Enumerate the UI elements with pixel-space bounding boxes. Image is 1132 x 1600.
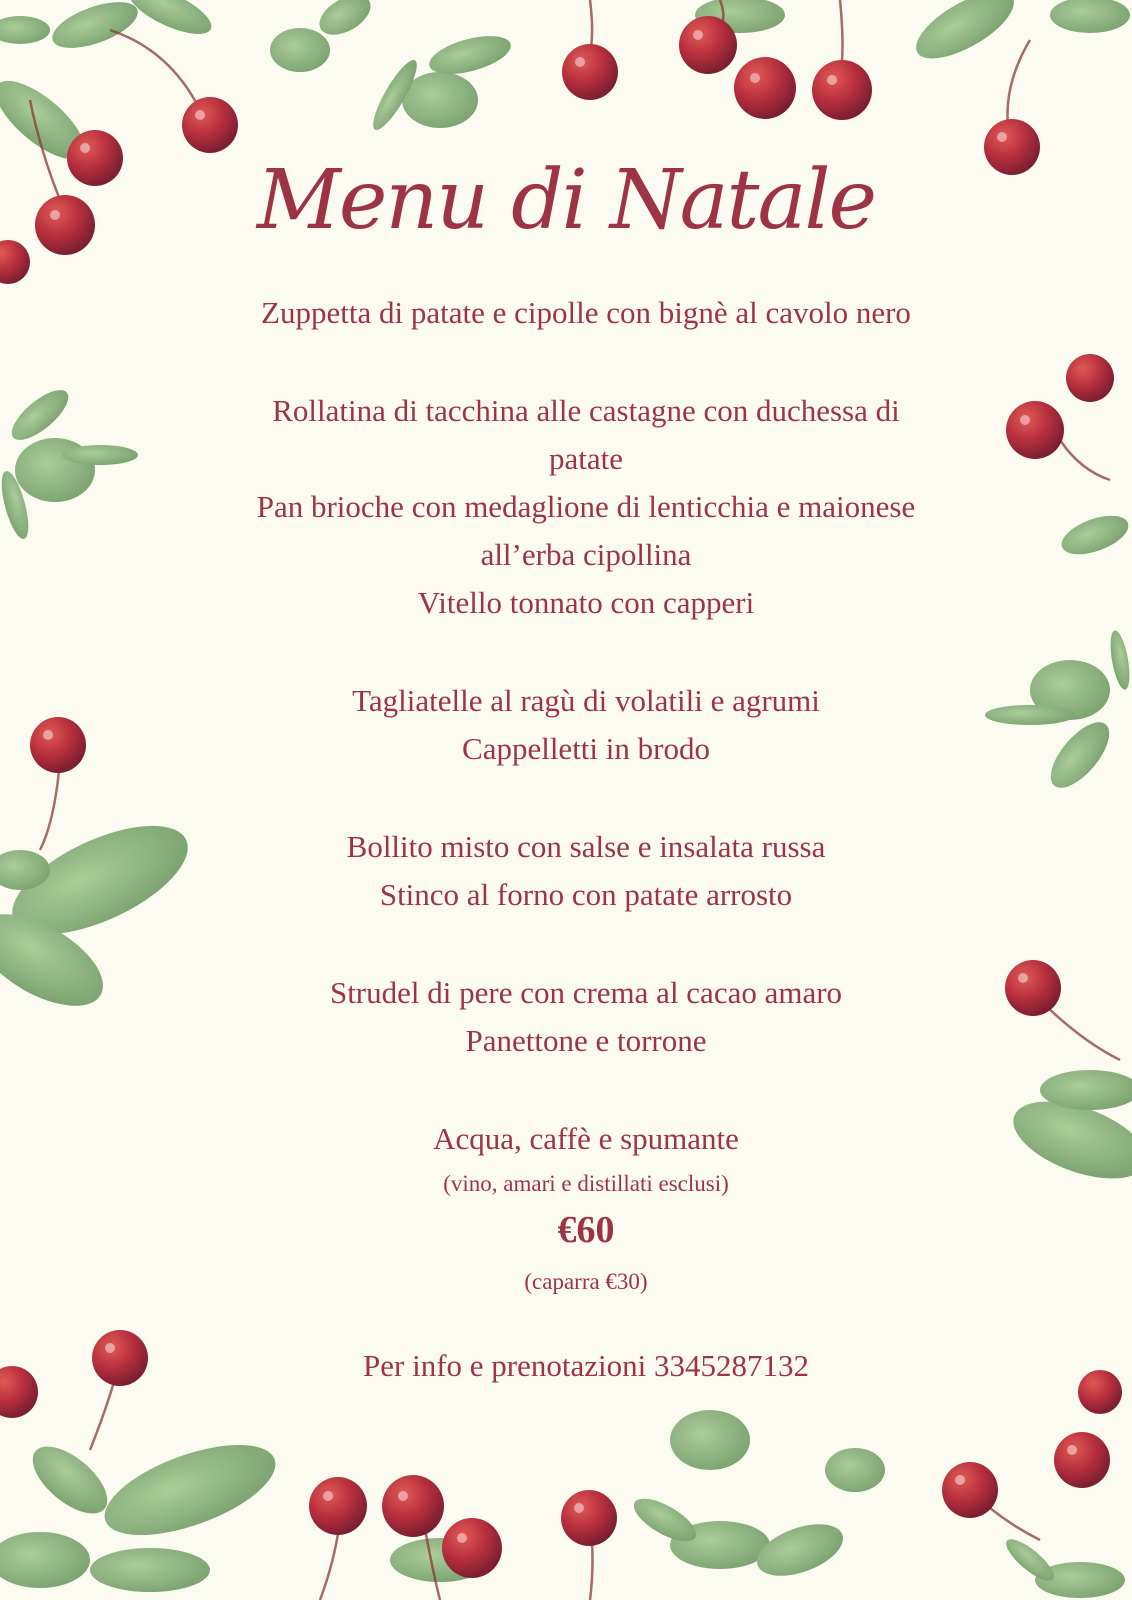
course-line: Zuppetta di patate e cipolle con bignè al cavolo nero bbox=[261, 295, 911, 330]
drinks-line: Acqua, caffè e spumante bbox=[433, 1121, 739, 1156]
course-line: patate bbox=[548, 441, 623, 476]
course-line: Bollito misto con salse e insalata russa bbox=[346, 829, 826, 864]
drinks-note: (vino, amari e distillati esclusi) bbox=[443, 1171, 729, 1196]
course-line: Vitello tonnato con capperi bbox=[417, 585, 755, 620]
deposit-note: (caparra €30) bbox=[524, 1269, 648, 1294]
course-line: Rollatina di tacchina alle castagne con duchessa di bbox=[272, 393, 900, 428]
course-line: Strudel di pere con crema al cacao amaro bbox=[329, 975, 843, 1010]
contact-info: Per info e prenotazioni 3345287132 bbox=[363, 1348, 809, 1383]
course-line: Cappelletti in brodo bbox=[462, 731, 710, 766]
course-line: Stinco al forno con patate arrosto bbox=[379, 877, 793, 912]
course-line: all’erba cipollina bbox=[480, 537, 692, 572]
course-line: Panettone e torrone bbox=[465, 1023, 707, 1058]
course-line: Tagliatelle al ragù di volatili e agrumi bbox=[352, 683, 820, 718]
menu-price: €60 bbox=[557, 1209, 615, 1251]
menu-title: Menu di Natale bbox=[256, 153, 876, 248]
course-line: Pan brioche con medaglione di lenticchia e maionese bbox=[256, 489, 916, 524]
